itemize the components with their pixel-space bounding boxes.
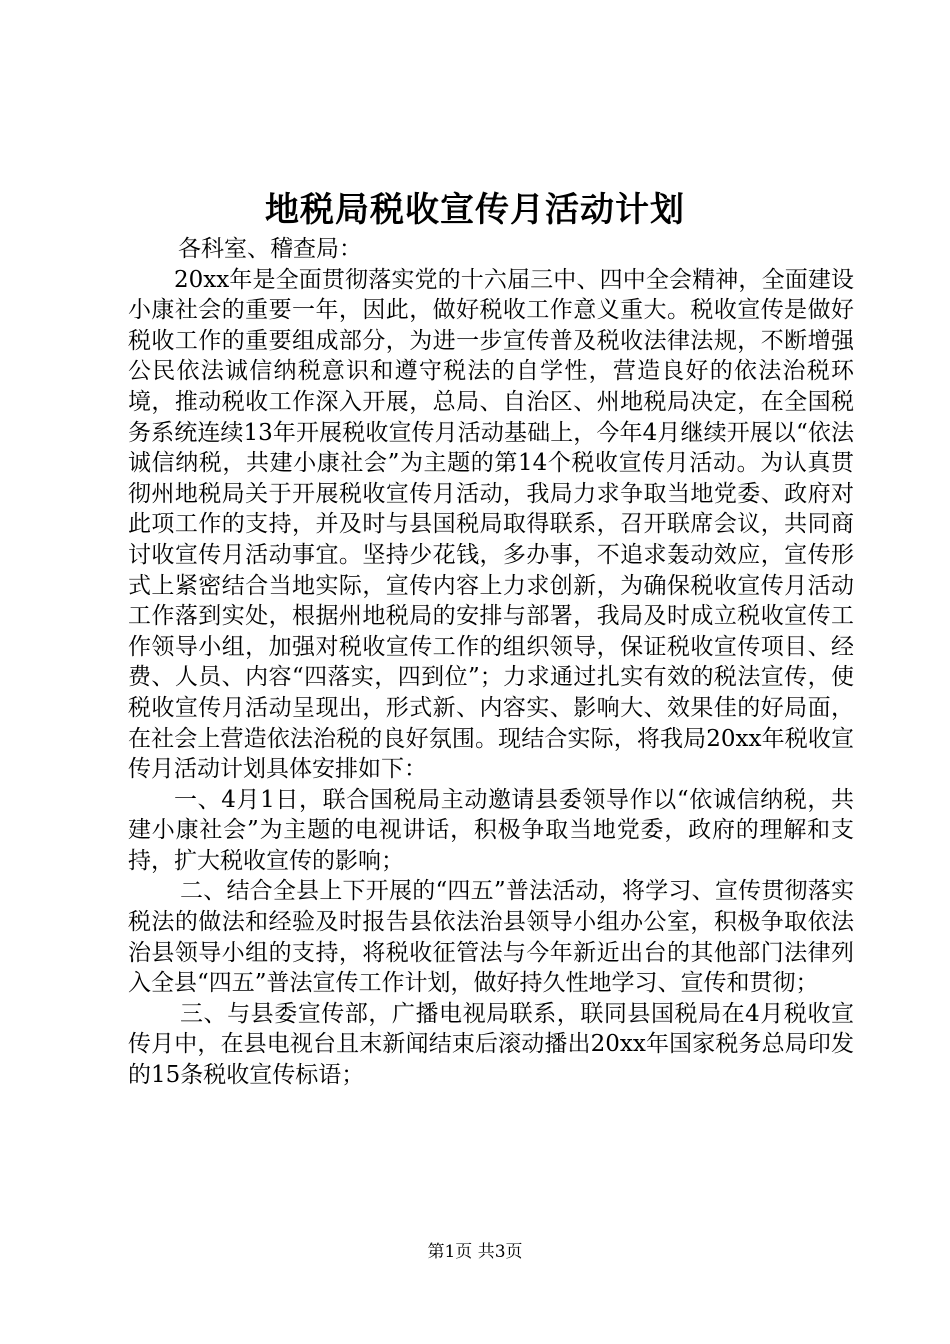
paragraph-item-1: 一、4月1日，联合国税局主动邀请县委领导作以“依诚信纳税，共建小康社会”为主题的电视讲话，积极争取当地党委，政府的理解和支持，扩大税收宣传的影响； [128,786,854,874]
paragraph-intro: 20xx年是全面贯彻落实党的十六届三中、四中全会精神，全面建设小康社会的重要一年，因此，做好税收工作意义重大。税收宣传是做好税收工作的重要组成部分，为进一步宣传普及税收法律法规，不断增强公民依法诚信纳税意识和遵守税法的自学性，营造良好的依法治税环境，推动税收工作深入开展，总局、自治区、州地税局决定，在全国税务系统连续13年开展税收宣传月活动基础上，今年4月继续开展以“依法诚信纳税，共建小康社会”为主题的第14个税收宣传月活动。为认真贯彻州地税局关于开展税收宣传月活动，我局力求争取当地党委、政府对此项工作的支持，并及时与县国税局取得联系，召开联席会议，共同商讨收宣传月活动事宜。坚持少花钱，多办事，不追求轰动效应，宣传形式上紧密结合当地实际，宣传内容上力求创新，为确保税收宣传月活动工作落到实处，根据州地税局的安排与部署，我局及时成立税收宣传工作领导小组，加强对税收宣传工作的组织领导，保证税收宣传项目、经费、人员、内容“四落实，四到位”；力求通过扎实有效的税法宣传，使税收宣传月活动呈现出，形式新、内容实、影响大、效果佳的好局面，在社会上营造依法治税的良好氛围。现结合实际，将我局20xx年税收宣传月活动计划具体安排如下： [128,266,854,783]
page-footer: 第1页 共3页 [427,1242,523,1262]
document-body [128,234,854,1091]
paragraph-item-3: 三、与县委宣传部，广播电视局联系，联同县国税局在4月税收宣传月中，在县电视台且末新闻结束后滚动播出20xx年国家税务总局印发的15条税收宣传标语； [128,1000,854,1089]
paragraph-item-2: 二、结合全县上下开展的“四五”普法活动，将学习、宣传贯彻落实税法的做法和经验及时报告县依法治县领导小组办公室，积极争取依法治县领导小组的支持，将税收征管法与今年新近出台的其他部门法律列入全县“四五”普法宣传工作计划，做好持久性地学习、宣传和贯彻； [128,878,854,997]
document-title: 地税局税收宣传月活动计划 [265,190,685,230]
salutation: 各科室、稽查局： [178,236,362,262]
